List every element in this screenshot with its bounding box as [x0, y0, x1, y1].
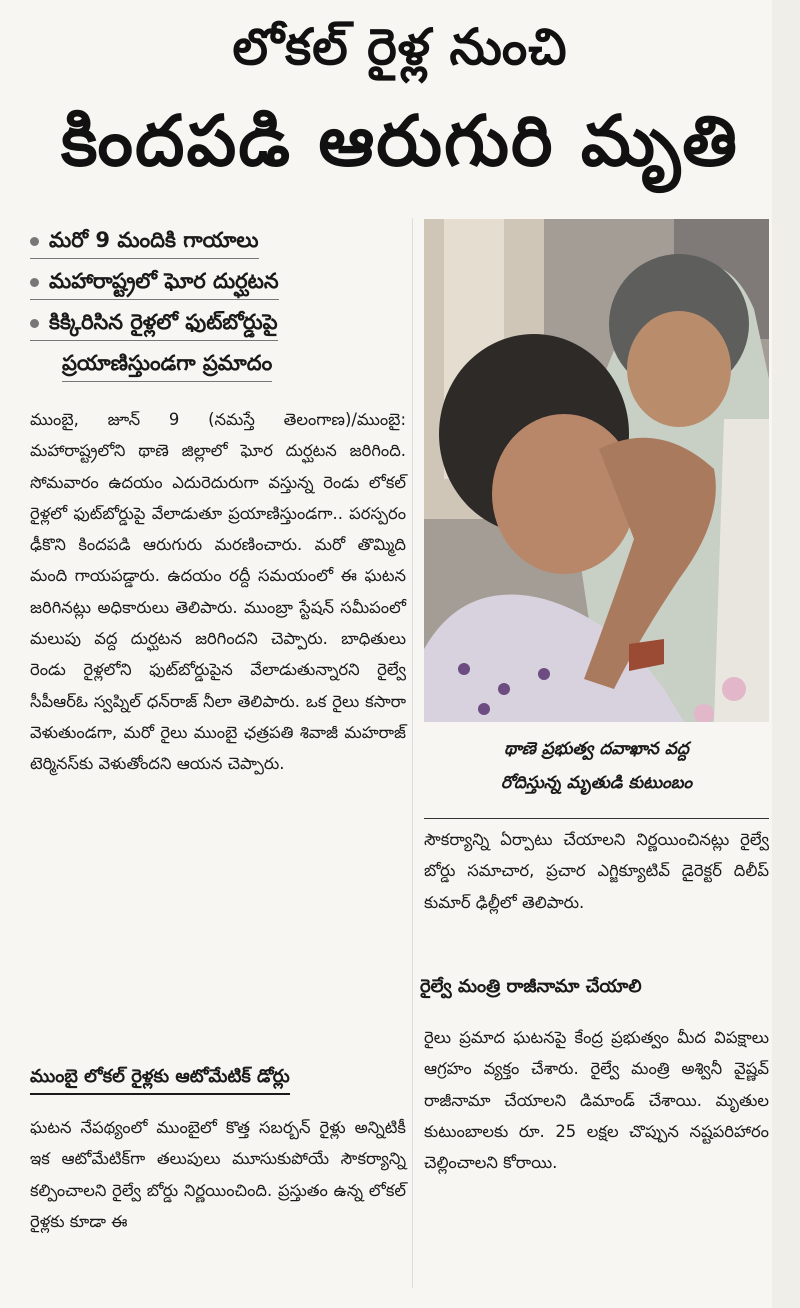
article-body-right-2 — [424, 1022, 769, 1178]
grieving-family-photo — [424, 219, 769, 722]
article-body-left-2 — [30, 1112, 406, 1237]
bullet-dot-icon — [30, 319, 39, 328]
summary-bullets — [30, 222, 405, 386]
article-body-left — [30, 404, 406, 780]
article-paragraph: ముంబై, జూన్ 9 (నమస్తే తెలంగాణ)/ముంబై: మహారాష్ట్రలోని థాణె జిల్లాలో ఘోర దుర్ఘటన జరిగింది. సోమవారం ఉదయం ఎదురెదురుగా వస్తున్న రెండు లోకల్ రైళ్లలో ఫుట్‌బోర్డుపై వేలాడుతూ ప్రయాణిస్తుండగా.. పరస్పరం ఢీకొని కిందపడి ఆరుగురు మరణించారు. మరో తొమ్మిది మంది గాయపడ్డారు. ఉదయం రద్దీ సమయంలో ఈ ఘటన జరిగినట్లు అధికారులు తెలిపారు. ముంబ్రా స్టేషన్ సమీపంలో మలుపు వద్ద దుర్ఘటన జరిగిందని చెప్పారు. బాధితులు రెండు రైళ్లలోని ఫుట్‌బోర్డుపైన వేలాడుతున్నారని రైల్వే సీపీఆర్ఓ స్వప్నిల్ ధన్‌రాజ్ నీలా తెలిపారు. ఒక రైలు కసారా వెళుతుండగా, మరో రైలు ముంబై ఛత్రపతి శివాజీ మహరాజ్ టెర్మినస్‌కు వెళుతోందని ఆయన చెప్పారు. — [30, 410, 406, 774]
bullet-dot-icon — [30, 237, 39, 246]
headline-main: కిందపడి ఆరుగురి మృతి — [61, 100, 739, 182]
article-body-right — [424, 824, 769, 918]
caption-line: రోదిస్తున్న మృతుడి కుటుంబం — [500, 773, 693, 793]
headline-kicker: లోకల్ రైళ్ల నుంచి — [232, 18, 568, 76]
news-photo — [424, 219, 769, 722]
bullet-item: మరో 9 మందికి గాయాలు — [30, 222, 259, 259]
bullet-item: కిక్కిరిసిన రైళ్లలో ఫుట్‌బోర్డుపై — [30, 304, 278, 341]
subheading-minister-resign: రైల్వే మంత్రి రాజీనామా చేయాలి — [420, 976, 642, 997]
column-divider — [412, 218, 413, 1288]
photo-caption — [424, 732, 769, 800]
caption-line: థాణె ప్రభుత్వ దవాఖాన వద్ద — [504, 739, 689, 759]
article-paragraph: ఘటన నేపథ్యంలో ముంబైలో కొత్త సబర్బన్ రైళ్లు అన్నిటికీ ఇక ఆటోమేటిక్‌గా తలుపులు మూసుకుపోయే సౌకర్యాన్ని కల్పించాలని రైల్వే బోర్డు నిర్ణయించింది. ప్రస్తుతం ఉన్న లోకల్ రైళ్లకు కూడా ఈ — [30, 1118, 406, 1231]
subheading-automatic-doors: ముంబై లోకల్ రైళ్లకు ఆటోమేటిక్ డోర్లు — [30, 1066, 290, 1095]
bullet-dot-icon — [30, 278, 39, 287]
caption-rule — [424, 818, 769, 819]
bullet-item-continued: ప్రయాణిస్తుండగా ప్రమాదం — [62, 345, 272, 382]
bullet-item: మహారాష్ట్రలో ఘోర దుర్ఘటన — [30, 263, 279, 300]
article-paragraph: సౌకర్యాన్ని ఏర్పాటు చేయాలని నిర్ణయించినట్లు రైల్వే బోర్డు సమాచార, ప్రచార ఎగ్జిక్యూటివ్ డైరెక్టర్ దిలీప్ కుమార్ ఢిల్లీలో తెలిపారు. — [424, 830, 769, 912]
article-paragraph: రైలు ప్రమాద ఘటనపై కేంద్ర ప్రభుత్వం మీద విపక్షాలు ఆగ్రహం వ్యక్తం చేశారు. రైల్వే మంత్రి అశ్వినీ వైష్ణవ్ రాజీనామా చేయాలని డిమాండ్ చేశాయి. మృతుల కుటుంబాలకు రూ. 25 లక్షల చొప్పున నష్టపరిహారం చెల్లించాలని కోరాయి. — [424, 1028, 769, 1173]
